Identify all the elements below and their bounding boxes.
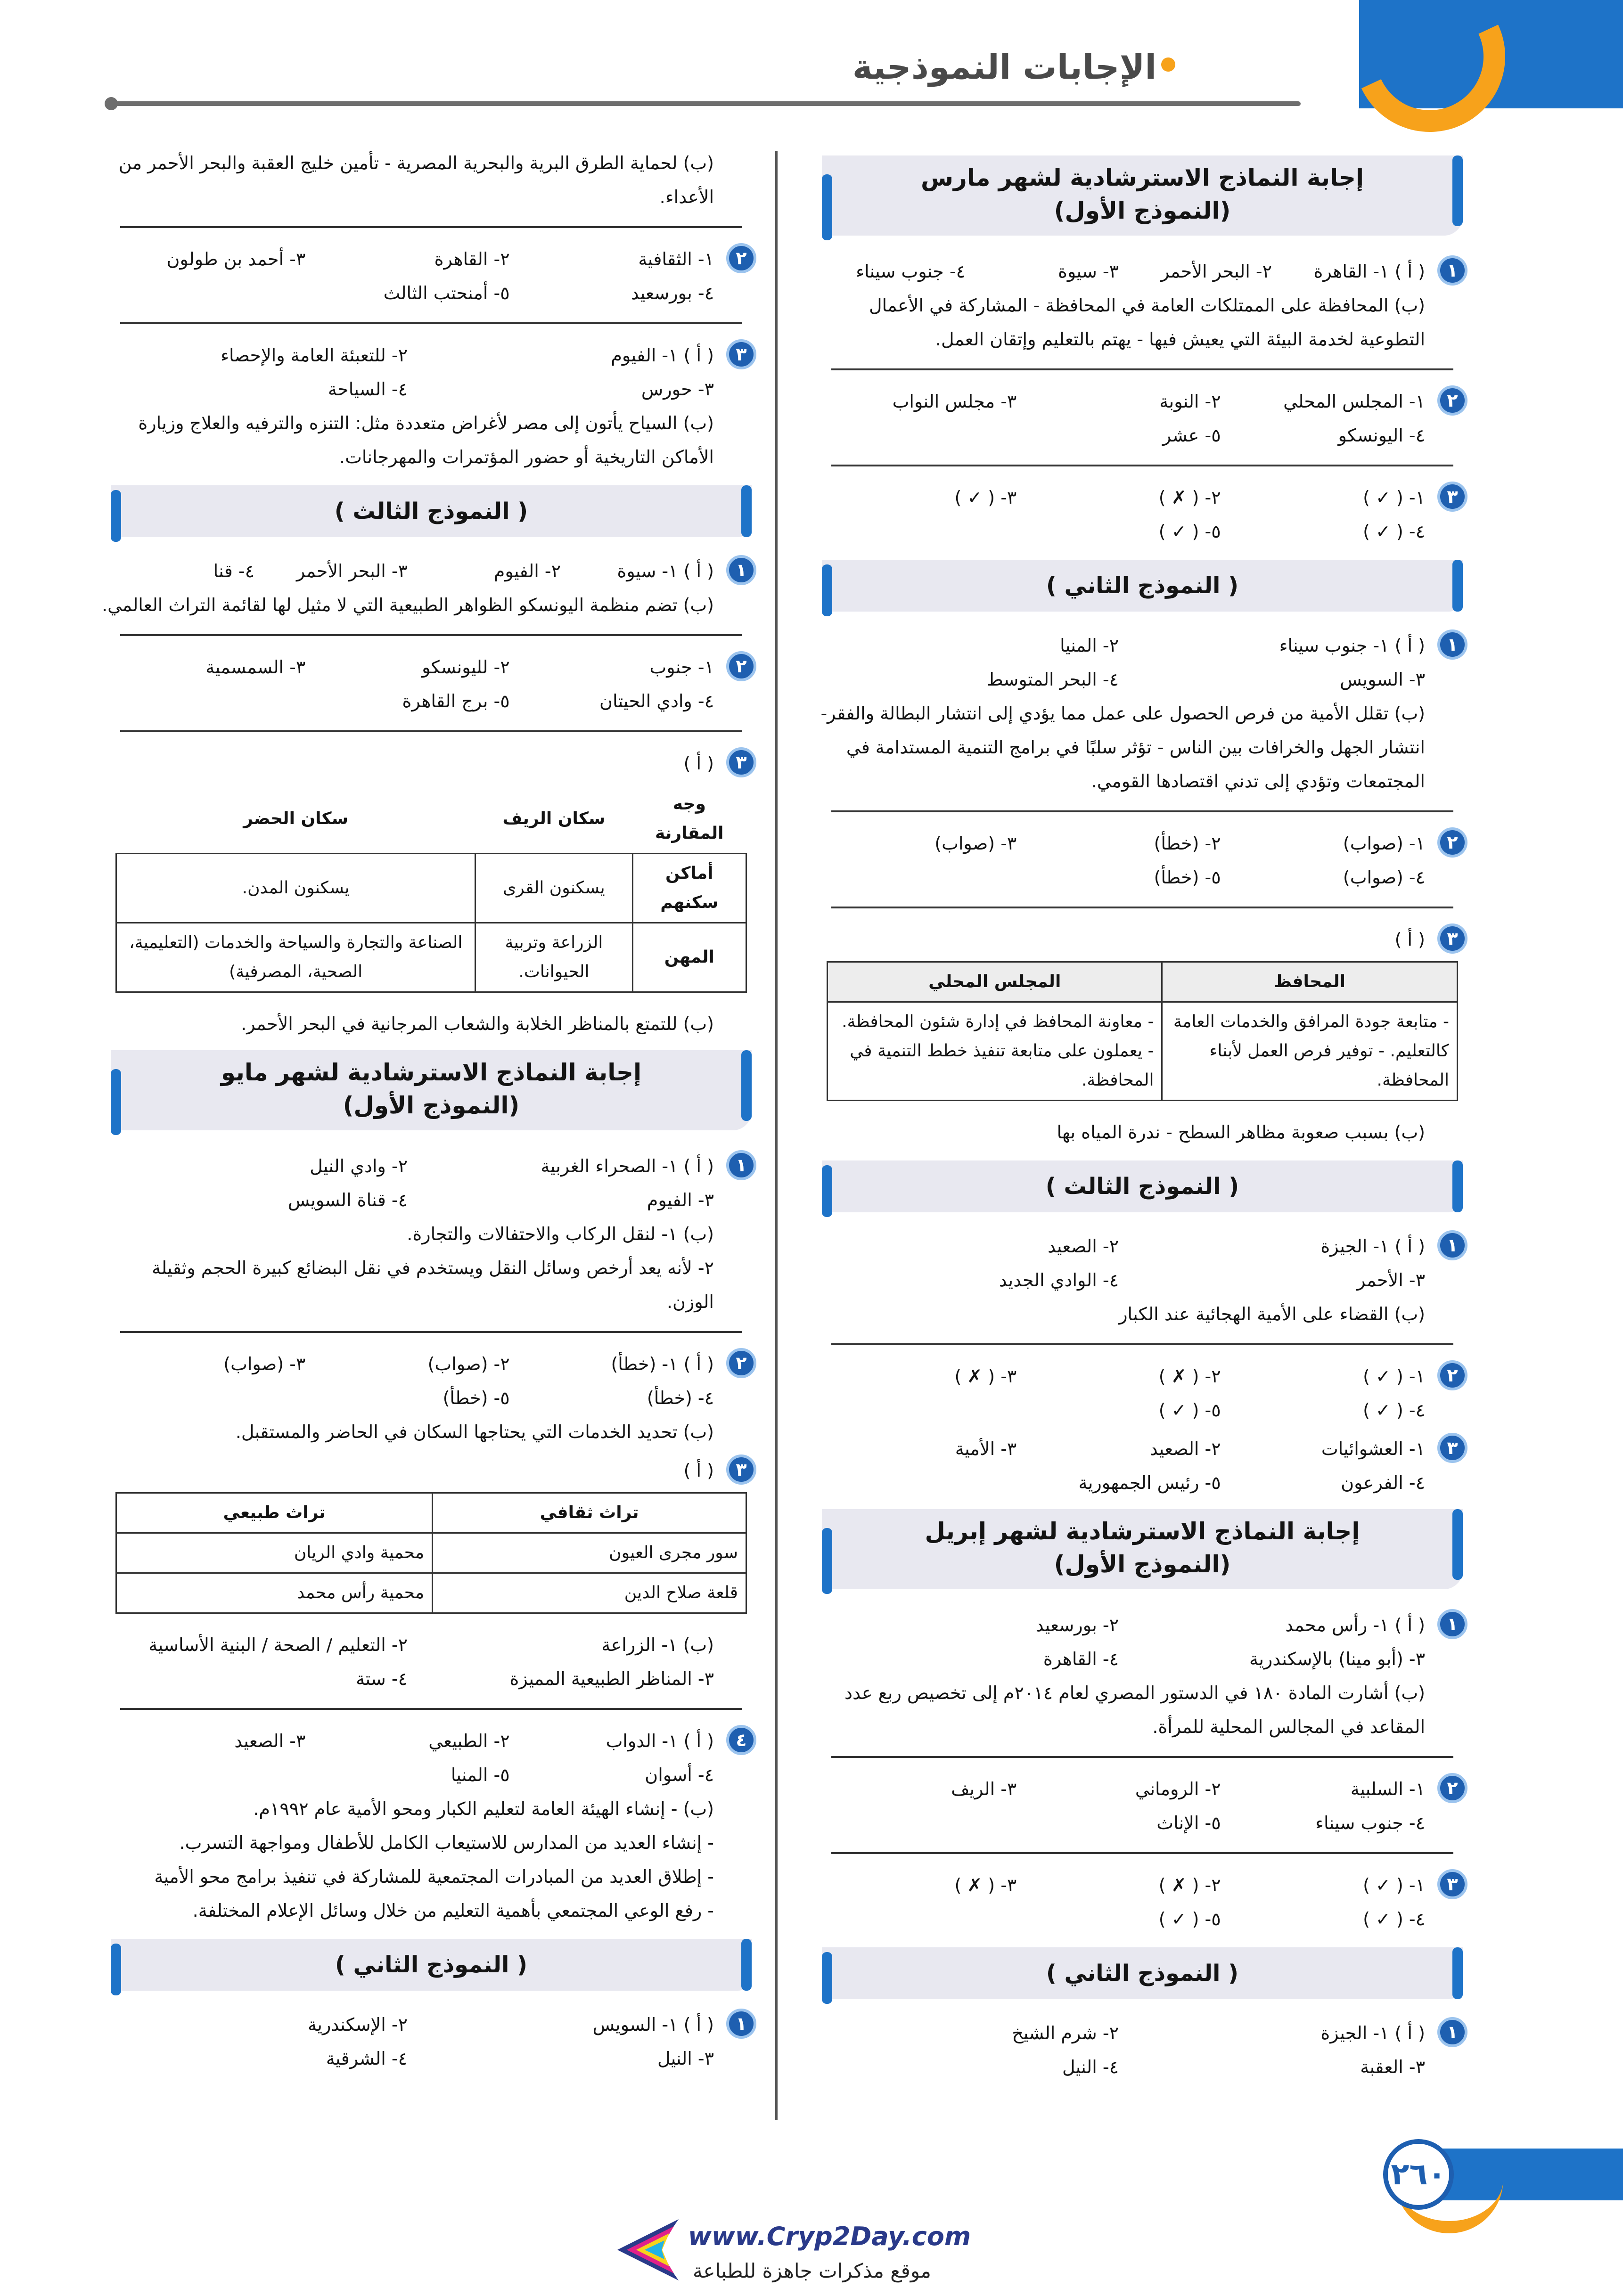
table-header: المجلس المحلي — [828, 962, 1162, 1002]
question-number-badge: ٢ — [1437, 1360, 1467, 1390]
answer-item: ٢- التعليم / الصحة / البنية الأساسية — [148, 1634, 408, 1655]
title-bar-decoration — [1452, 155, 1463, 226]
answer-item: ٣- أحمد بن طولون — [166, 249, 306, 270]
answer-item: ٤- النيل — [1062, 2057, 1119, 2077]
answer-item: ٥- الإناث — [1156, 1813, 1221, 1833]
question-number-badge: ١ — [726, 2009, 756, 2039]
answer-item: ٣- ( ✗ ) — [954, 1366, 1017, 1387]
title-bar-decoration — [111, 490, 121, 542]
answer-paragraph: (ب) القضاء على الأمية الهجائية عند الكبار — [1119, 1304, 1425, 1324]
title-bar-decoration — [1452, 1947, 1463, 1999]
model-label: (النموذج الأول) — [1054, 1551, 1231, 1578]
question-number-badge: ٣ — [1437, 1869, 1467, 1899]
answer-item: ( أ ) ١- الجيزة — [1320, 2023, 1425, 2043]
answer-item: ٣- الأحمر — [1357, 1270, 1425, 1291]
title-bar-decoration — [741, 485, 752, 537]
table-cell: الصناعة والتجارة والسياحة والخدمات (التعليمية، الصحية، المصرفية) — [116, 923, 475, 992]
site-logo-icon — [613, 2214, 683, 2285]
model-label: (النموذج الأول) — [343, 1092, 520, 1119]
answer-item — [812, 860, 1016, 894]
answer-item: ١- العشوائيات — [1321, 1438, 1425, 1459]
answer-paragraph: (ب) تحديد الخدمات التي يحتاجها السكان في الحاضر والمستقبل. — [235, 1422, 714, 1442]
divider — [831, 907, 1453, 908]
comparison-table — [827, 961, 1458, 1101]
model-title-april-2 — [822, 1947, 1463, 1999]
question-number-badge: ٢ — [1437, 1773, 1467, 1803]
section-title-april — [822, 1509, 1463, 1589]
question-block — [101, 650, 761, 718]
answer-paragraph: (ب) تقلل الأمية من فرص الحصول على عمل مما يؤدي إلى انتشار البطالة والفقر- انتشار الجهل والخرافات بين الناس - تؤثر سلبًا في برامج التنمية المستدامة في المجتمعات وتؤدي إلى تدني اقتصادها القومي. — [820, 703, 1425, 792]
right-column — [812, 146, 1472, 2125]
question-block — [812, 1432, 1472, 1500]
model-title-3 — [822, 1160, 1463, 1212]
table-cell: المهن — [632, 923, 746, 992]
question-block — [101, 1347, 761, 1449]
answer-item: ٥- ( ✓ ) — [1158, 1909, 1221, 1929]
table-cell: محمية وادي الريان — [116, 1533, 433, 1573]
answer-item: ( أ ) ١- رأس محمد — [1285, 1615, 1425, 1635]
question-block — [812, 1608, 1472, 1744]
question-number-badge: ٣ — [726, 747, 756, 777]
answer-item: ٤- جنوب سيناء — [1315, 1813, 1425, 1833]
question-number-badge: ٣ — [726, 1454, 756, 1485]
answer-item: ٤- ( ✓ ) — [1363, 521, 1425, 542]
title-bar-decoration — [1452, 1509, 1463, 1580]
question-block — [101, 146, 761, 214]
question-block — [101, 1149, 761, 1319]
question-block — [101, 554, 761, 622]
table-cell: الزراعة وتربية الحيوانات. — [475, 923, 632, 992]
answer-paragraph: (ب) المحافظة على الممتلكات العامة في المحافظة - المشاركة في الأعمال التطوعية لخدمة البيئة التي يعيش فيها - يهتم بالتعليم وإتقان العمل. — [869, 295, 1425, 350]
answer-item: ٤- ( ✓ ) — [1363, 1909, 1425, 1929]
model-label: ( النموذج الثاني ) — [1046, 572, 1239, 599]
answer-paragraph: (ب) لحماية الطرق البرية والبحرية المصرية - تأمين خليج العقبة والبحر الأحمر من الأعداء. — [118, 153, 714, 207]
answer-item — [812, 1806, 1016, 1840]
answer-item — [101, 1758, 305, 1792]
answer-paragraph: - إنشاء العديد من المدارس للاستيعاب الكامل للأطفال ومواجهة التسرب. — [179, 1832, 714, 1853]
answer-item: ٤- الشرقية — [326, 2048, 408, 2069]
answer-item: ٣- الفيوم — [647, 1190, 714, 1210]
table-cell: أماكن سكنهم — [632, 854, 746, 923]
question-number-badge: ١ — [1437, 1609, 1467, 1639]
page-title: الإجابات النموذجية — [852, 47, 1156, 87]
title-bar-decoration — [1452, 560, 1463, 612]
question-block — [812, 1229, 1472, 1331]
answer-item: ( أ ) ١- الصحراء الغربية — [541, 1156, 714, 1177]
answer-item: ( أ ) ١- السويس — [592, 2014, 714, 2035]
answer-item: ( أ ) ١- جنوب سيناء — [1279, 635, 1425, 656]
answer-item: ٤- جنوب سيناء — [856, 261, 966, 282]
answer-item: ٤- قنا — [213, 561, 254, 581]
title-bar-decoration — [822, 564, 832, 616]
divider — [120, 226, 742, 228]
answer-paragraph: - رفع الوعي المجتمعي بأهمية التعليم من خلال وسائل الإعلام المختلفة. — [192, 1900, 714, 1921]
table-header: وجه المقارنة — [655, 794, 724, 843]
answer-item: ٣- البحر الأحمر — [296, 561, 408, 581]
answer-item: ( أ ) ١- الجيزة — [1320, 1236, 1425, 1257]
answer-item: ٢- شرم الشيخ — [1012, 2023, 1119, 2043]
answer-item: ١- جنوب — [649, 657, 714, 678]
answer-item: ٥- (خطأ) — [443, 1388, 510, 1408]
answer-item: ٢- الطبيعي — [428, 1731, 510, 1751]
answer-label: ( أ ) — [1394, 929, 1425, 950]
question-block — [101, 1454, 761, 1487]
question-block — [101, 2008, 761, 2075]
divider — [831, 1756, 1453, 1758]
rule-end-dot-icon — [105, 97, 118, 110]
divider — [120, 730, 742, 732]
divider — [831, 465, 1453, 466]
answer-item: ( أ ) ١- سيوة — [617, 561, 714, 581]
model-label: ( النموذج الثاني ) — [1046, 1960, 1239, 1986]
answer-item: ٣- الصعيد — [234, 1731, 306, 1751]
answer-item: ٤- وادي الحيتان — [599, 691, 714, 711]
question-block — [101, 1724, 761, 1928]
answer-item: ٣- (صواب) — [223, 1354, 306, 1374]
answer-item: ١- المجلس المحلي — [1283, 391, 1425, 412]
table-header: سكان الريف — [502, 809, 606, 828]
question-number-badge: ٣ — [726, 339, 756, 369]
answer-item — [812, 1902, 1016, 1936]
question-number-badge: ١ — [1437, 2017, 1467, 2047]
answer-item: ٤- السياحة — [328, 379, 408, 400]
table-cell: - متابعة جودة المرافق والخدمات العامة كالتعليم. - توفير فرص العمل لأبناء المحافظة. — [1162, 1002, 1458, 1101]
divider — [120, 634, 742, 636]
question-number-badge: ١ — [1437, 629, 1467, 660]
question-block — [812, 254, 1472, 356]
answer-item: ٢- (صواب) — [427, 1354, 510, 1374]
answer-item: ٢- (خطأ) — [1154, 833, 1221, 854]
answer-item: ٤- قناة السويس — [287, 1190, 408, 1210]
answer-item: ٤- (صواب) — [1343, 867, 1425, 888]
answer-item: ٣- (صواب) — [934, 833, 1017, 854]
answer-item: ٣- الأمية — [955, 1438, 1017, 1459]
answer-item: ١- السلبية — [1350, 1779, 1425, 1799]
answer-paragraph: ٢- لأنه يعد أرخص وسائل النقل ويستخدم في نقل البضائع كبيرة الحجم وثقيلة الوزن. — [152, 1258, 714, 1312]
answer-item: ٢- لليونسكو — [422, 657, 510, 678]
footer-url: www.Cryp2Day.com — [688, 2222, 971, 2251]
answer-item: ٤- الوادي الجديد — [999, 1270, 1119, 1291]
question-block — [101, 1007, 761, 1041]
divider — [831, 1852, 1453, 1854]
answer-label: ( أ ) — [683, 753, 714, 774]
table-cell: محمية رأس محمد — [116, 1573, 433, 1613]
answer-item: ٤- ستة — [356, 1668, 408, 1689]
answer-item: ٢- القاهرة — [434, 249, 510, 270]
answer-item: ٣- العقبة — [1360, 2057, 1425, 2077]
question-block — [812, 384, 1472, 452]
title-bar-decoration — [822, 1528, 832, 1594]
question-block — [812, 1359, 1472, 1427]
answer-item: ٣- ( ✗ ) — [954, 1875, 1017, 1896]
answer-item: ٥- برج القاهرة — [402, 691, 510, 711]
answer-item: ٢- ( ✗ ) — [1158, 1366, 1221, 1387]
question-block — [101, 1628, 761, 1696]
question-block — [101, 338, 761, 474]
question-number-badge: ١ — [1437, 255, 1467, 286]
answer-item: ٥- ( ✓ ) — [1158, 1400, 1221, 1421]
answer-item: ٤- البحر المتوسط — [986, 669, 1119, 690]
answer-item: ٤- اليونسكو — [1338, 425, 1425, 446]
question-number-badge: ١ — [726, 555, 756, 585]
answer-item: ١- ( ✓ ) — [1363, 487, 1425, 508]
title-bar-decoration — [1452, 1160, 1463, 1212]
question-number-badge: ٢ — [726, 651, 756, 681]
answer-item — [101, 684, 305, 718]
answer-item — [812, 1393, 1016, 1427]
page-header — [0, 0, 1623, 155]
model-label: ( النموذج الثاني ) — [335, 1952, 528, 1978]
answer-paragraph: (ب) السياح يأتون إلى مصر لأغراض متعددة مثل: التنزه والترفيه والعلاج وزيارة الأماكن التاريخية أو حضور المؤتمرات والمهرجانات. — [138, 413, 714, 467]
answer-item: ٢- الصعيد — [1149, 1438, 1221, 1459]
title-bar-decoration — [111, 1069, 121, 1135]
answer-item: ٥- أمنحتب الثالث — [383, 283, 510, 303]
answer-item: ٤- القاهرة — [1043, 1649, 1119, 1669]
answer-item: ٥- رئيس الجمهورية — [1078, 1472, 1221, 1493]
answer-item: ٢- النوبة — [1159, 391, 1221, 412]
answer-item — [812, 515, 1016, 548]
question-number-badge: ٢ — [1437, 385, 1467, 416]
answer-item: ٣- سيوة — [1057, 261, 1119, 282]
answer-item — [812, 1466, 1016, 1500]
section-title-march — [822, 155, 1463, 236]
divider — [120, 1708, 742, 1710]
comparison-table — [115, 785, 747, 993]
answer-item: ٣- المناظر الطبيعية المميزة — [509, 1668, 714, 1689]
section-title-text: إجابة النماذج الاسترشادية لشهر مارس — [920, 164, 1364, 191]
answer-item: ( أ ) ١- (خطأ) — [611, 1354, 714, 1374]
question-number-badge: ١ — [1437, 1230, 1467, 1260]
divider — [831, 810, 1453, 812]
header-orange-arc — [1333, 0, 1526, 153]
model-title-3 — [111, 485, 752, 537]
table-header: المحافظ — [1162, 962, 1458, 1002]
table-cell: - معاونة المحافظ في إدارة شئون المحافظة. - يعملون على متابعة تنفيذ خطط التنمية في المحافظة. — [828, 1002, 1162, 1101]
answer-item: ٤- الفرعون — [1341, 1472, 1425, 1493]
table-header: تراث طبيعي — [116, 1493, 433, 1533]
answer-item: ٣- ( ✓ ) — [954, 487, 1017, 508]
question-number-badge: ٢ — [726, 1348, 756, 1378]
page-number: ٢٦٠ — [1383, 2139, 1454, 2210]
answer-item: ( أ ) ١- القاهرة — [1313, 261, 1425, 282]
answer-item: (ب) ١- الزراعة — [601, 1634, 714, 1655]
answer-paragraph: (ب) للتمتع بالمناظر الخلابة والشعاب المرجانية في البحر الأحمر. — [241, 1013, 714, 1034]
answer-item: ٢- المنيا — [1060, 635, 1119, 656]
section-title-text: إجابة النماذج الاسترشادية لشهر مايو — [221, 1059, 642, 1086]
title-bar-decoration — [741, 1939, 752, 1991]
section-title-may — [111, 1050, 752, 1130]
answer-item: ٣- حورس — [641, 379, 714, 400]
answer-paragraph: (ب) - إنشاء الهيئة العامة لتعليم الكبار ومحو الأمية عام ١٩٩٢م. — [253, 1798, 714, 1819]
answer-item: ٣- النيل — [657, 2048, 714, 2069]
table-header: سكان الحضر — [243, 809, 349, 828]
column-divider — [775, 151, 778, 2120]
answer-item: ٥- ( ✓ ) — [1158, 521, 1221, 542]
question-block — [812, 2016, 1472, 2084]
question-block — [812, 629, 1472, 798]
question-number-badge: ٣ — [1437, 1433, 1467, 1463]
left-column — [101, 146, 761, 2125]
answer-item: ( أ ) ١- الدواب — [606, 1731, 714, 1751]
section-title-text: إجابة النماذج الاسترشادية لشهر إبريل — [925, 1518, 1360, 1545]
answer-item: ٢- ( ✗ ) — [1158, 487, 1221, 508]
answer-item: ٢- للتعبئة العامة والإحصاء — [221, 345, 408, 366]
answer-item: ٢- الصعيد — [1047, 1236, 1119, 1257]
question-number-badge: ٢ — [1437, 827, 1467, 858]
question-block — [101, 242, 761, 310]
question-block — [812, 1772, 1472, 1840]
answer-item: ١- ( ✓ ) — [1363, 1875, 1425, 1896]
answer-item: ٤- أسوان — [645, 1765, 714, 1785]
model-title-2 — [822, 560, 1463, 612]
question-block — [812, 923, 1472, 956]
question-block — [812, 1115, 1472, 1149]
title-bar-decoration — [822, 1165, 832, 1217]
divider — [120, 1331, 742, 1333]
question-number-badge: ٤ — [726, 1725, 756, 1755]
answer-paragraph: (ب) بسبب صعوبة مظاهر السطح - ندرة المياه بها — [1057, 1122, 1425, 1143]
answer-item: ٢- وادي النيل — [310, 1156, 408, 1177]
answer-paragraph: - إطلاق العديد من المبادرات المجتمعية للمشاركة في تنفيذ برامج محو الأمية — [154, 1866, 714, 1887]
answer-item: ٢- الإسكندرية — [308, 2014, 408, 2035]
question-number-badge: ١ — [726, 1150, 756, 1180]
title-bar-decoration — [111, 1944, 121, 1995]
answer-item: ٣- مجلس النواب — [892, 391, 1017, 412]
answer-item: ٤- بورسعيد — [631, 283, 714, 303]
answer-item: ٣- السويس — [1340, 669, 1425, 690]
answer-item — [101, 276, 305, 310]
answer-item: ٣- الريف — [951, 1779, 1017, 1799]
answer-item: ٢- البحر الأحمر — [1160, 261, 1272, 282]
question-block — [812, 1868, 1472, 1936]
answer-item: ( أ ) ١- الفيوم — [611, 345, 714, 366]
answer-item — [812, 418, 1016, 452]
divider — [831, 368, 1453, 370]
answer-item: ١- الثقافية — [638, 249, 714, 270]
answer-item: ٢- ( ✗ ) — [1158, 1875, 1221, 1896]
answer-item: ٥- عشر — [1162, 425, 1221, 446]
answer-item: ٤- ( ✓ ) — [1363, 1400, 1425, 1421]
answer-item: ٥- (خطأ) — [1154, 867, 1221, 888]
answer-paragraph: (ب) تضم منظمة اليونسكو الظواهر الطبيعية التي لا مثيل لها لقائمة التراث العالمي. — [102, 595, 714, 615]
table-cell: يسكنون المدن. — [116, 854, 475, 923]
divider — [120, 322, 742, 324]
model-title-may-2 — [111, 1939, 752, 1991]
answer-item — [101, 1381, 305, 1415]
heritage-table — [115, 1492, 747, 1614]
answer-item: ٢- الروماني — [1135, 1779, 1221, 1799]
divider — [831, 1343, 1453, 1345]
question-number-badge: ٢ — [726, 243, 756, 273]
title-bar-decoration — [741, 1050, 752, 1121]
answer-label: ( أ ) — [683, 1460, 714, 1481]
table-cell: سور مجرى العيون — [433, 1533, 746, 1573]
title-bar-decoration — [822, 1952, 832, 2004]
model-label: ( النموذج الثالث ) — [1045, 1173, 1239, 1200]
question-number-badge: ٣ — [1437, 923, 1467, 954]
answer-item: ٣- (أبو مينا) بالإسكندرية — [1249, 1649, 1425, 1669]
question-block — [812, 826, 1472, 894]
answer-item: ٢- الفيوم — [493, 561, 561, 581]
question-number-badge: ٣ — [1437, 482, 1467, 512]
header-rule — [108, 101, 1301, 106]
title-bar-decoration — [822, 174, 832, 240]
answer-item: ٥- المنيا — [451, 1765, 510, 1785]
question-block — [101, 746, 761, 780]
model-label: (النموذج الأول) — [1054, 197, 1231, 224]
title-bullet-icon — [1161, 57, 1175, 72]
answer-item: ٢- بورسعيد — [1035, 1615, 1119, 1635]
answer-item: ١- (صواب) — [1343, 833, 1425, 854]
answer-item: ١- ( ✓ ) — [1363, 1366, 1425, 1387]
table-header: تراث ثقافي — [433, 1493, 746, 1533]
answer-paragraph: (ب) أشارت المادة ١٨٠ في الدستور المصري لعام ٢٠١٤م إلى تخصيص ربع عدد المقاعد في المجالس المحلية للمرأة. — [844, 1683, 1425, 1737]
footer-tagline: موقع مذكرات جاهزة للطباعة — [693, 2259, 931, 2282]
table-cell: يسكنون القرى — [475, 854, 632, 923]
answer-item: ٤- (خطأ) — [647, 1388, 714, 1408]
answer-paragraph: (ب) ١- لنقل الركاب والاحتفالات والتجارة. — [407, 1224, 714, 1244]
table-cell: قلعة صلاح الدين — [433, 1573, 746, 1613]
model-label: ( النموذج الثالث ) — [334, 498, 528, 524]
question-block — [812, 481, 1472, 548]
answer-item: ٣- السمسمية — [205, 657, 306, 678]
